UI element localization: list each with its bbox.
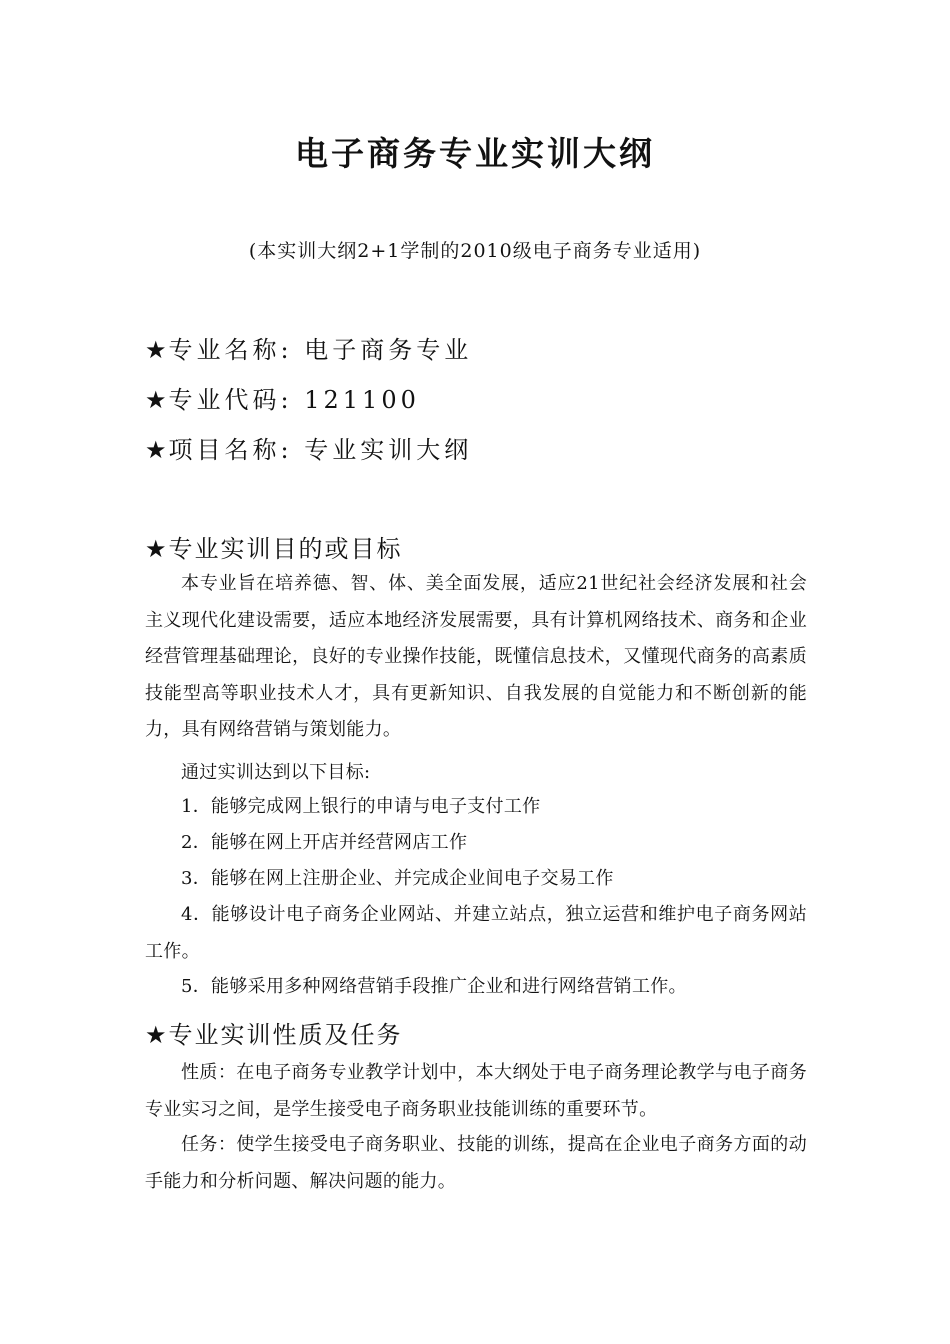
info-major-name — [145, 334, 472, 366]
star-icon: ★ — [145, 336, 167, 364]
goals-paragraph: 本专业旨在培养德、智、体、美全面发展，适应21世纪社会经济发展和社会主义现代化建设需要，适应本地经济发展需要，具有计算机网络技术、商务和企业经营管理基础理论，良好的专业操作技能，既懂信息技术，又懂现代商务的高素质技能型高等职业技术人才，具有更新知识、自我发展的自觉能力和不断创新的能力，具有网络营销与策划能力。 — [145, 573, 807, 740]
nature-paragraph: 性质：在电子商务专业教学计划中，本大纲处于电子商务理论教学与电子商务专业实习之间，是学生接受电子商务职业技能训练的重要环节。 — [145, 1062, 807, 1120]
info-major-code — [145, 384, 420, 416]
document-title: 电子商务专业实训大纲 — [295, 134, 655, 173]
section-heading-text: 专业实训目的或目标 — [168, 535, 403, 563]
star-icon: ★ — [145, 436, 167, 464]
goal-item: 1．能够完成网上银行的申请与电子支付工作 — [181, 796, 541, 817]
info-label: 专业代码: — [168, 386, 293, 414]
task-paragraph: 任务：使学生接受电子商务职业、技能的训练，提高在企业电子商务方面的动手能力和分析问题、解决问题的能力。 — [145, 1134, 807, 1192]
info-value: 电子商务专业 — [304, 336, 473, 364]
section-heading-nature — [145, 1019, 403, 1051]
info-label: 专业名称: — [168, 336, 293, 364]
info-value: 121100 — [304, 386, 420, 414]
info-project-name — [145, 434, 472, 466]
star-icon: ★ — [145, 535, 167, 563]
section-heading-goals — [145, 533, 403, 565]
star-icon: ★ — [145, 386, 167, 414]
goal-item: 2．能够在网上开店并经营网店工作 — [181, 832, 468, 853]
info-value: 专业实训大纲 — [304, 436, 473, 464]
goal-item: 4．能够设计电子商务企业网站、并建立站点，独立运营和维护电子商务网站工作。 — [145, 904, 807, 962]
goal-item: 5．能够采用多种网络营销手段推广企业和进行网络营销工作。 — [181, 976, 687, 997]
goal-item: 3．能够在网上注册企业、并完成企业间电子交易工作 — [181, 868, 614, 889]
star-icon: ★ — [145, 1021, 167, 1049]
document-subtitle: (本实训大纲2+1学制的2010级电子商务专业适用) — [248, 240, 702, 262]
info-label: 项目名称: — [168, 436, 293, 464]
goals-intro: 通过实训达到以下目标: — [181, 762, 371, 783]
section-heading-text: 专业实训性质及任务 — [168, 1021, 403, 1049]
